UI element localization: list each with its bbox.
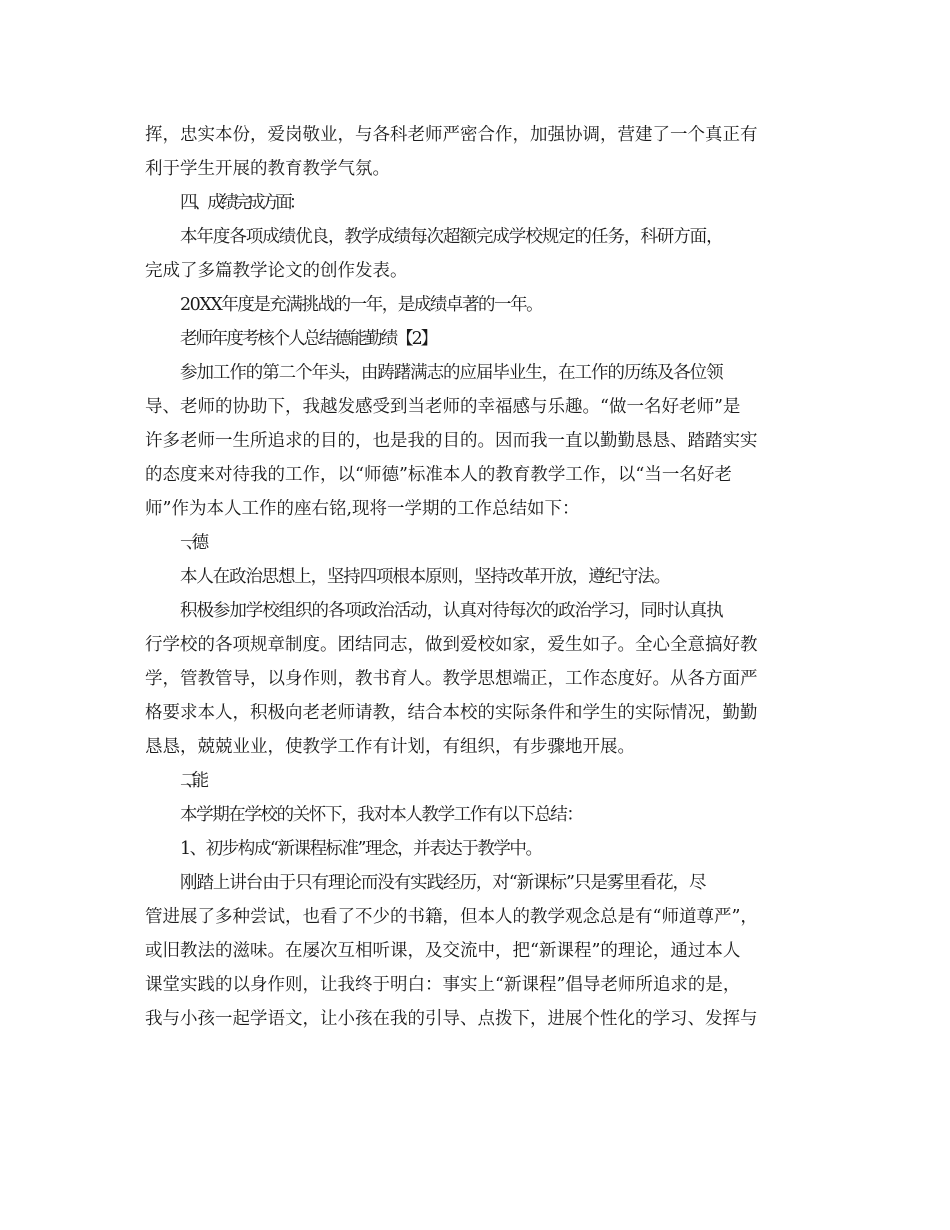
paragraph	[145, 798, 810, 832]
paragraph	[145, 764, 810, 798]
text-line: 挥，忠实本份，爱岗敬业，与各科老师严密合作，加强协调，营建了一个真正有	[145, 125, 758, 145]
paragraph	[145, 288, 810, 322]
text-line: 老师年度考核个人总结德能勤绩【2】	[180, 329, 437, 349]
paragraph	[145, 866, 810, 1036]
text-line: 导、老师的协助下，我越发感受到当老师的幸福感与乐趣。“做一名好老师”是	[145, 397, 741, 417]
text-line: 课堂实践的以身作则，让我终于明白：事实上“新课程”倡导老师所追求的是，	[145, 975, 741, 995]
text-line: 许多老师一生所追求的目的，也是我的目的。因而我一直以勤勤恳恳、踏踏实实	[145, 431, 758, 451]
text-line: 我与小孩一起学语文，让小孩在我的引导、点拨下，进展个性化的学习、发挥与	[145, 1009, 758, 1029]
text-line: 20XX年度是充满挑战的一年，是成绩卓著的一年。	[180, 295, 543, 315]
paragraph	[145, 186, 810, 220]
text-line: 完成了多篇教学论文的创作发表。	[145, 261, 408, 281]
text-line: 管进展了多种尝试，也看了不少的书籍，但本人的教学观念总是有“师道尊严”，	[145, 907, 758, 927]
paragraph	[145, 526, 810, 560]
paragraph	[145, 832, 810, 866]
text-line: 二、能	[180, 771, 198, 791]
text-line: 本人在政治思想上，坚持四项根本原则，坚持改革开放，遵纪守法。	[180, 567, 670, 587]
text-line: 本学期在学校的关怀下，我对本人教学工作有以下总结：	[180, 805, 583, 825]
text-line: 利于学生开展的教育教学气氛。	[145, 159, 390, 179]
text-line: 1、初步构成“新课程标准”理念，并表达于教学中。	[180, 839, 542, 859]
text-line: 格要求本人，积极向老老师请教，结合本校的实际条件和学生的实际情况，勤勤	[145, 703, 758, 723]
text-line: 积极参加学校组织的各项政治活动，认真对待每次的政治学习，同时认真执	[180, 601, 723, 621]
text-line: 一、德	[180, 533, 198, 553]
paragraph	[145, 560, 810, 594]
paragraph	[145, 594, 810, 764]
text-line: 的态度来对待我的工作，以“师德”标准本人的教育教学工作，以“当一名好老	[145, 465, 732, 485]
document-body	[145, 118, 810, 1036]
paragraph	[145, 322, 810, 356]
text-line: 师”作为本人工作的座右铭,现将一学期的工作总结如下：	[145, 499, 580, 519]
paragraph	[145, 118, 810, 186]
text-line: 行学校的各项规章制度。团结同志，做到爱校如家，爱生如子。全心全意搞好教	[145, 635, 758, 655]
text-line: 本年度各项成绩优良，教学成绩每次超额完成学校规定的任务，科研方面，	[180, 227, 723, 247]
text-line: 或旧教法的滋味。在屡次互相听课，及交流中，把“新课程”的理论，通过本人	[145, 941, 741, 961]
text-line: 学，管教管导，以身作则，教书育人。教学思想端正，工作态度好。从各方面严	[145, 669, 758, 689]
text-line: 四、成绩完成方面：	[180, 193, 303, 213]
text-line: 参加工作的第二个年头，由踌躇满志的应届毕业生，在工作的历练及各位领	[180, 363, 723, 383]
text-line: 刚踏上讲台由于只有理论而没有实践经历，对“新课标”只是雾里看花，尽	[180, 873, 706, 893]
text-line: 恳恳，兢兢业业，使教学工作有计划，有组织，有步骤地开展。	[145, 737, 635, 757]
paragraph	[145, 356, 810, 526]
paragraph	[145, 220, 810, 288]
